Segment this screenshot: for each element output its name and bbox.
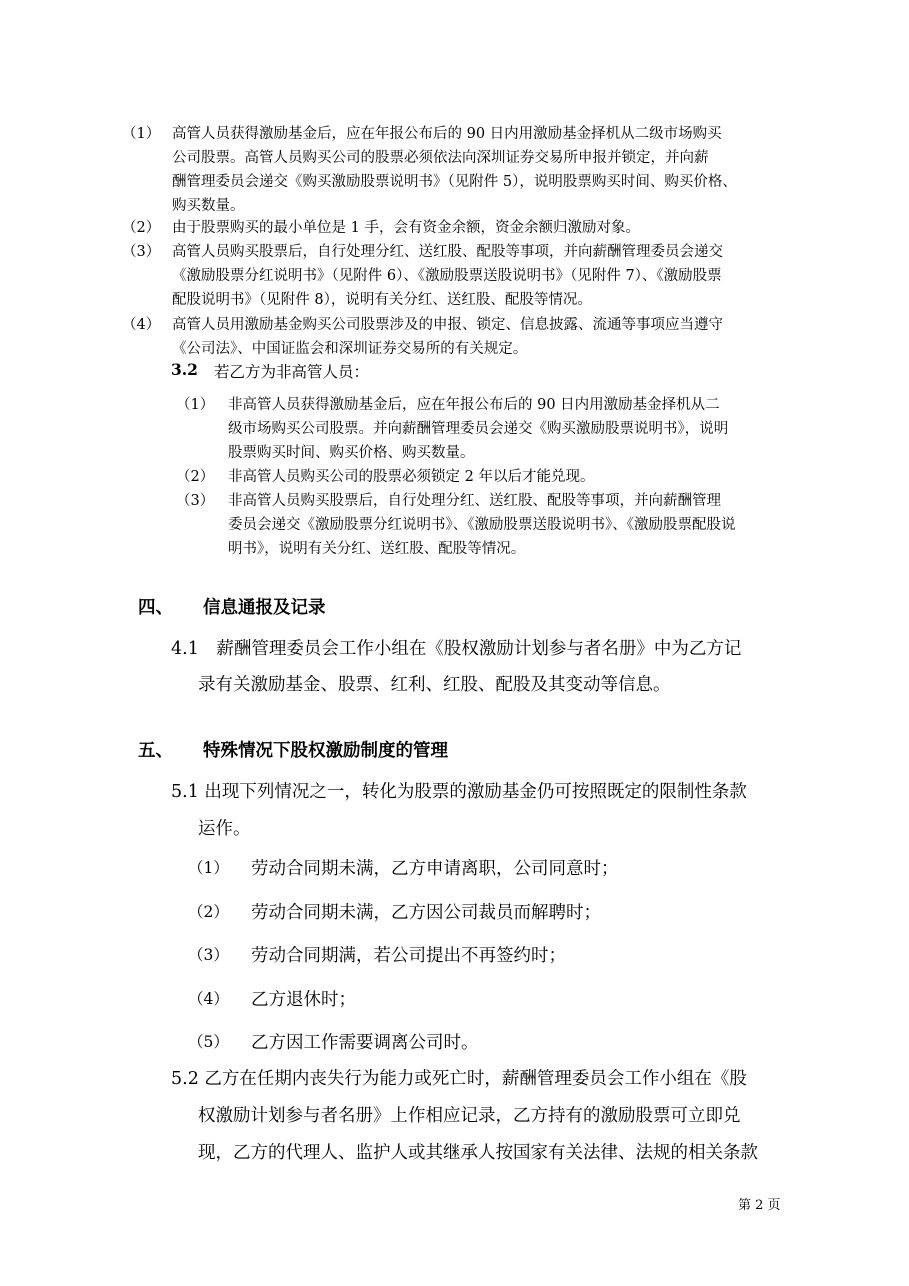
list-item-line: 高管人员用激励基金购买公司股票涉及的申报、锁定、信息披露、流通等事项应当遵守: [172, 317, 723, 333]
subsection-number: 3.2: [171, 360, 198, 379]
list-item-number: （2）: [176, 469, 215, 485]
list-item-number: （5）: [188, 1033, 229, 1051]
section-number: 四、: [138, 598, 173, 618]
list-item-line: 高管人员获得激励基金后，应在年报公布后的 90 日内用激励基金择机从二级市场购买: [172, 126, 722, 142]
section-number: 五、: [138, 741, 173, 761]
paragraph-line: 5.1 出现下列情况之一，转化为股票的激励基金仍可按照既定的限制性条款: [171, 782, 747, 802]
list-item-text: 劳动合同期满，若公司提出不再签约时；: [251, 946, 566, 966]
list-item-text: 乙方退休时；: [251, 990, 356, 1010]
section-title: 信息通报及记录: [203, 598, 326, 618]
paragraph-line: 权激励计划参与者名册》上作相应记录，乙方持有的激励股票可立即兑: [198, 1106, 741, 1126]
list-item-line: 酬管理委员会递交《购买激励股票说明书》（见附件 5），说明股票购买时间、购买价格、: [172, 174, 737, 190]
list-item-line: 购买数量。: [172, 198, 245, 214]
list-item-text: 劳动合同期未满，乙方申请离职，公司同意时；: [251, 859, 619, 879]
list-item-line: 由于股票购买的最小单位是 1 手，会有资金余额，资金余额归激励对象。: [172, 220, 640, 236]
list-item-number: （4）: [188, 990, 229, 1008]
list-item-number: （2）: [122, 220, 161, 236]
list-item-number: （3）: [176, 493, 215, 509]
list-item-number: （4）: [122, 317, 161, 333]
list-item-line: 非高管人员获得激励基金后，应在年报公布后的 90 日内用激励基金择机从二: [228, 397, 720, 413]
list-item-line: 明书》，说明有关分红、送红股、配股等情况。: [228, 541, 526, 557]
paragraph-line: 4.1 薪酬管理委员会工作小组在《股权激励计划参与者名册》中为乙方记: [171, 639, 742, 659]
paragraph-line: 现，乙方的代理人、监护人或其继承人按国家有关法律、法规的相关条款: [198, 1143, 758, 1163]
list-item-number: （1）: [122, 126, 161, 142]
list-item-number: （3）: [122, 244, 161, 260]
section-title: 特殊情况下股权激励制度的管理: [203, 741, 448, 761]
list-item-text: 劳动合同期未满，乙方因公司裁员而解聘时；: [251, 903, 601, 923]
list-item-line: 非高管人员购买股票后，自行处理分红、送红股、配股等事项，并向薪酬管理: [228, 493, 721, 509]
list-item-line: 非高管人员购买公司的股票必须锁定 2 年以后才能兑现。: [228, 469, 595, 485]
paragraph-line: 5.2 乙方在任期内丧失行为能力或死亡时，薪酬管理委员会工作小组在《股: [171, 1069, 747, 1089]
list-item-line: 级市场购买公司股票。并向薪酬管理委员会递交《购买激励股票说明书》，说明: [228, 421, 729, 437]
page-number: 第 2 页: [738, 1198, 781, 1213]
list-item-text: 乙方因工作需要调离公司时。: [251, 1033, 479, 1053]
list-item-line: 《公司法》、中国证监会和深圳证券交易所的有关规定。: [172, 341, 528, 357]
list-item-line: 配股说明书》（见附件 8），说明有关分红、送红股、配股等情况。: [172, 292, 592, 308]
subsection-title: 若乙方为非高管人员：: [214, 363, 370, 381]
list-item-number: （2）: [188, 903, 229, 921]
list-item-line: 公司股票。高管人员购买公司的股票必须依法向深圳证券交易所申报并锁定，并向薪: [172, 150, 709, 166]
paragraph-line: 录有关激励基金、股票、红利、红股、配股及其变动等信息。: [198, 675, 671, 695]
paragraph-line: 运作。: [198, 819, 251, 839]
list-item-line: 委员会递交《激励股票分红说明书》、《激励股票送股说明书》、《激励股票配股说: [228, 517, 736, 533]
list-item-number: （1）: [188, 859, 229, 877]
list-item-line: 股票购买时间、购买价格、购买数量。: [228, 445, 475, 461]
list-item-number: （3）: [188, 946, 229, 964]
list-item-line: 《激励股票分红说明书》（见附件 6）、《激励股票送股说明书》（见附件 7）、《激励股票: [172, 268, 722, 284]
list-item-number: （1）: [176, 397, 215, 413]
list-item-line: 高管人员购买股票后，自行处理分红、送红股、配股等事项，并向薪酬管理委员会递交: [172, 244, 723, 260]
